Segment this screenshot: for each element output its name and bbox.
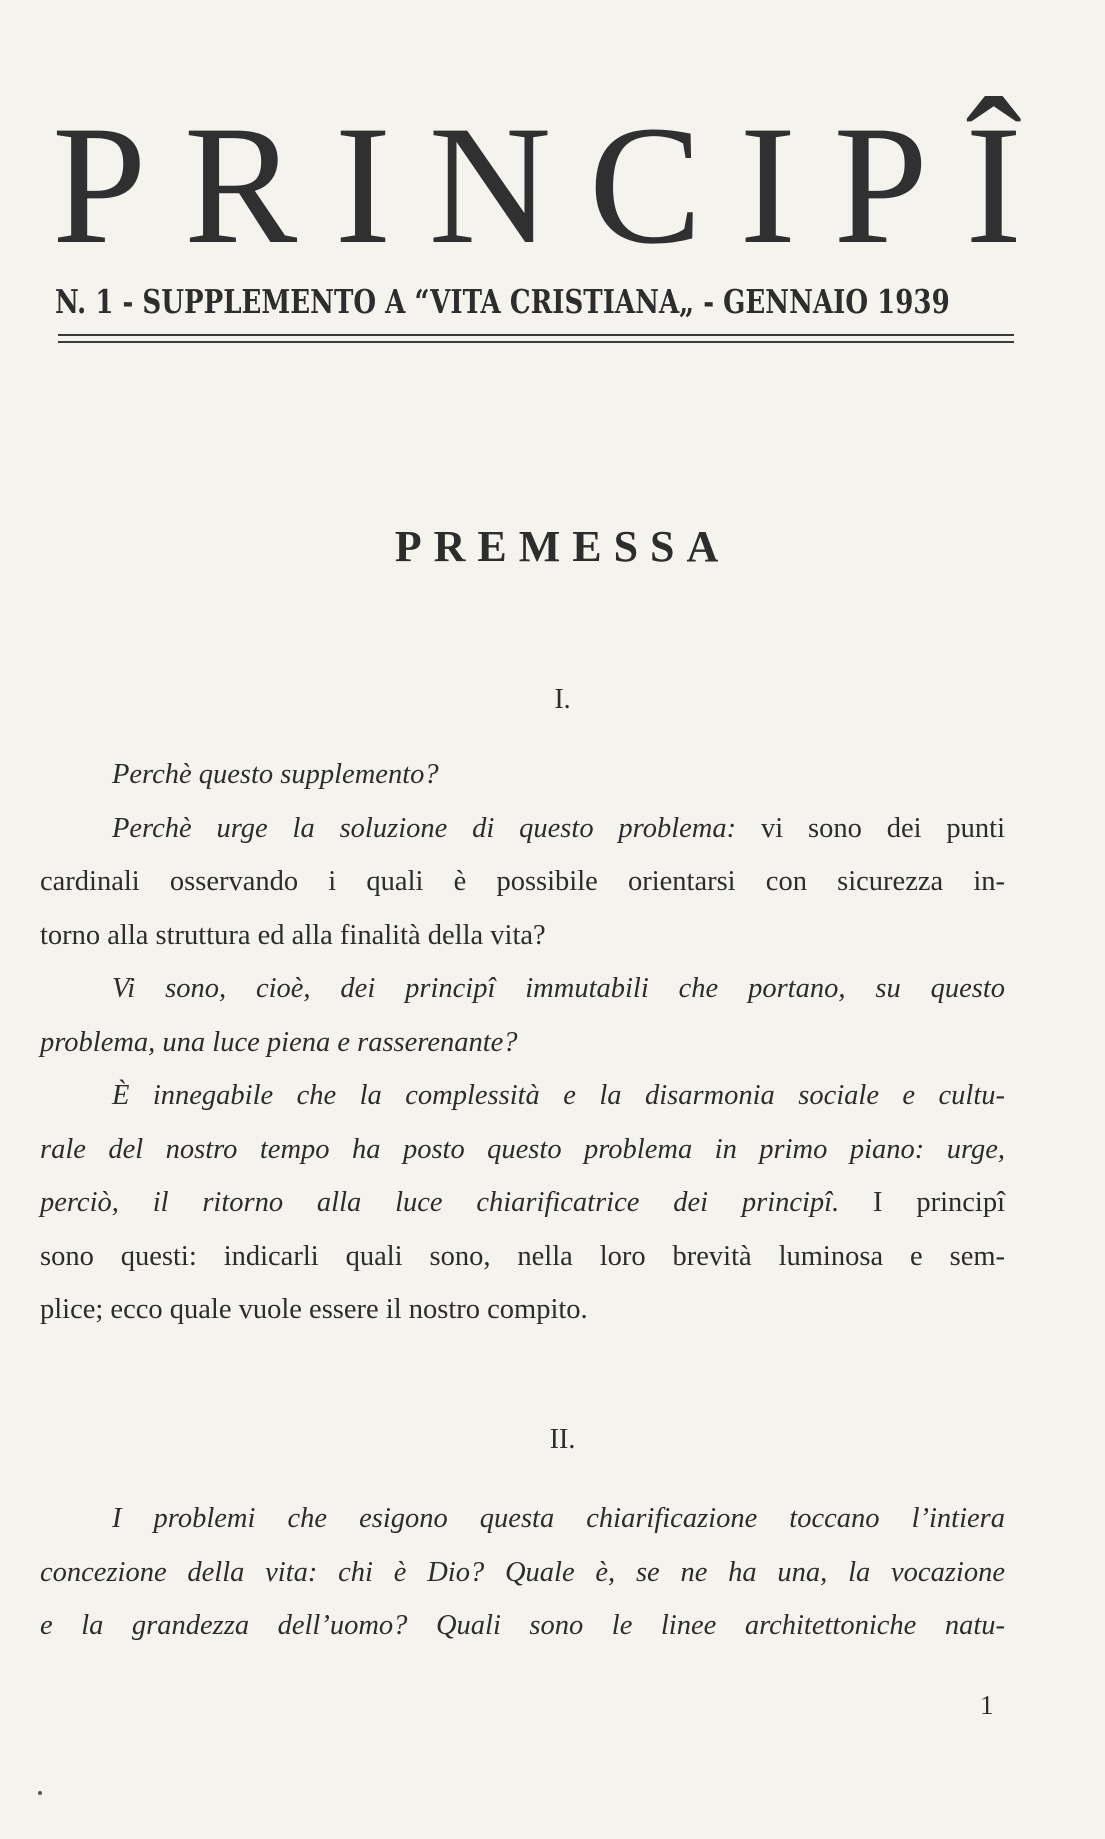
masthead-letter: I [334, 91, 392, 279]
text-line: È innegabile che la complessità e la disarmonia sociale e cultu- [112, 1080, 1005, 1111]
masthead-letter: C [588, 91, 703, 279]
text-line: e la grandezza dell’uomo? Quali sono le linee architettoniche natu- [40, 1610, 1005, 1641]
text-line: plice; ecco quale vuole essere il nostro compito. [40, 1294, 588, 1325]
text-line: rale del nostro tempo ha posto questo problema in primo piano: urge, [40, 1133, 1005, 1165]
masthead-letter: P [52, 91, 147, 279]
section-numeral: II. [549, 1424, 576, 1455]
text-line: Perchè questo supplemento? [112, 759, 439, 790]
masthead-letter: N [428, 91, 552, 279]
section-heading: PREMESSA [394, 522, 731, 571]
masthead-rule [58, 334, 1014, 336]
masthead-letter: I [739, 91, 797, 279]
masthead-subtitle: N. 1 - SUPPLEMENTO A “VITA CRISTIANA„ - GENNAIO 1939 [55, 282, 950, 321]
text-line: sono questi: indicarli quali sono, nella loro brevità luminosa e sem- [40, 1240, 1005, 1272]
text-line: perciò, il ritorno alla luce chiarificatrice dei principî. I principî [40, 1187, 1006, 1218]
body-text-section-1 [40, 748, 1005, 1337]
masthead-title [52, 91, 1022, 279]
masthead-letter: R [183, 91, 298, 279]
masthead-rule [58, 341, 1014, 343]
text-line: concezione della vita: chi è Dio? Quale è, se ne ha una, la vocazione [40, 1556, 1005, 1588]
text-line: problema, una luce piena e rasserenante? [40, 1026, 518, 1058]
page-number: 1 [980, 1690, 994, 1720]
text-line: Perchè urge la soluzione di questo problema: vi sono dei punti [112, 812, 1005, 844]
masthead-letter: Î [965, 91, 1022, 279]
masthead-letter: P [833, 91, 928, 279]
body-text-section-2 [40, 1492, 1005, 1653]
text-line: Vi sono, cioè, dei principî immutabili che portano, su questo [112, 973, 1005, 1004]
section-numeral: I. [554, 684, 571, 715]
text-line: I problemi che esigono questa chiarificazione toccano l’intiera [112, 1503, 1005, 1534]
text-line: torno alla struttura ed alla finalità della vita? [40, 919, 546, 951]
paper-speck [38, 1791, 42, 1795]
text-line: cardinali osservando i quali è possibile orientarsi con sicurezza in- [40, 866, 1005, 897]
